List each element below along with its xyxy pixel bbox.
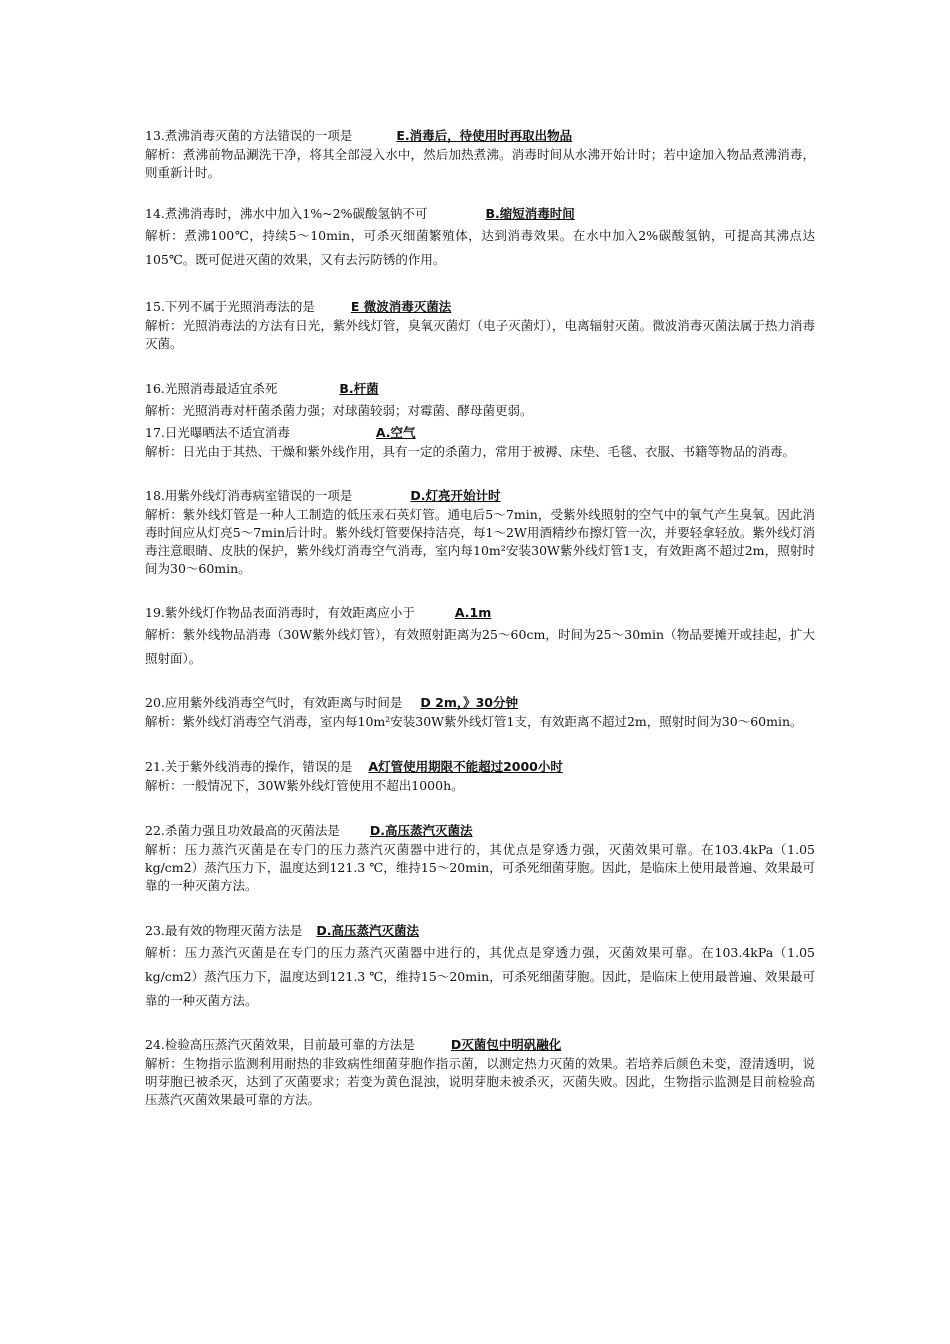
answer: A.1m	[454, 605, 492, 620]
question-24	[145, 1035, 815, 1109]
answer: D 2m，》30分钟	[420, 695, 518, 710]
explanation: 解析：紫外线物品消毒（30W紫外线灯管），有效照射距离为25～60cm，时间为25～30min（物品要摊开或挂起，扩大照射面）。	[145, 627, 815, 666]
explanation: 解析：压力蒸汽灭菌是在专门的压力蒸汽灭菌器中进行的，其优点是穿透力强，灭菌效果可靠。在103.4kPa（1.05 kg/cm2）蒸汽压力下，温度达到121.3 ℃，维持15～20min，可杀死细菌芽胞。因此，是临床上使用最普遍、效果最可靠的一种灭菌方法。	[145, 842, 815, 893]
question-18	[145, 486, 815, 578]
answer: D灭菌包中明矾融化	[450, 1037, 562, 1052]
answer: B.缩短消毒时间	[485, 206, 575, 221]
explanation: 解析：压力蒸汽灭菌是在专门的压力蒸汽灭菌器中进行的，其优点是穿透力强，灭菌效果可靠。在103.4kPa（1.05 kg/cm2）蒸汽压力下，温度达到121.3 ℃，维持15～20min，可杀死细菌芽胞。因此，是临床上使用最普遍、效果最可靠的一种灭菌方法。	[145, 945, 815, 1008]
question-text: 24.检验高压蒸汽灭菌效果，目前最可靠的方法是 D灭菌包中明矾融化	[145, 1037, 562, 1052]
question-text: 23.最有效的物理灭菌方法是 D.高压蒸汽灭菌法	[145, 923, 420, 938]
explanation: 解析：光照消毒对杆菌杀菌力强；对球菌较弱；对霉菌、酵母菌更弱。	[145, 403, 533, 418]
question-21	[145, 757, 815, 795]
question-16	[145, 379, 815, 423]
explanation: 解析：煮沸前物品涮洗干净，将其全部浸入水中，然后加热煮沸。消毒时间从水沸开始计时；若中途加入物品煮沸消毒，则重新计时。	[145, 147, 815, 180]
explanation: 解析：煮沸100℃，持续5～10min，可杀灭细菌繁殖体，达到消毒效果。在水中加入2%碳酸氢钠，可提高其沸点达105℃。既可促进灭菌的效果，又有去污防锈的作用。	[145, 228, 815, 267]
explanation: 解析：光照消毒法的方法有日光，紫外线灯管，臭氧灭菌灯（电子灭菌灯），电离辐射灭菌。微波消毒灭菌法属于热力消毒灭菌。	[145, 318, 815, 351]
question-text: 20.应用紫外线消毒空气时，有效距离与时间是 D 2m，》30分钟	[145, 695, 518, 710]
question-text: 15.下列不属于光照消毒法的是 E 微波消毒灭菌法	[145, 299, 452, 314]
explanation: 解析：生物指示监测利用耐热的非致病性细菌芽胞作指示菌，以测定热力灭菌的效果。若培养后颜色未变，澄清透明，说明芽胞已被杀灭，达到了灭菌要求；若变为黄色混浊，说明芽胞未被杀灭，灭菌失败。因此，生物指示监测是目前检验高压蒸汽灭菌效果最可靠的方法。	[145, 1056, 815, 1107]
answer: D.高压蒸汽灭菌法	[316, 923, 420, 938]
question-text: 22.杀菌力强且功效最高的灭菌法是 D.高压蒸汽灭菌法	[145, 823, 473, 838]
explanation: 解析：紫外线灯管是一种人工制造的低压汞石英灯管。通电后5～7min，受紫外线照射的空气中的氧气产生臭氧。因此消毒时间应从灯亮5～7min后计时。紫外线灯管要保持洁亮，每1～2W用酒精纱布擦灯管一次，并要轻拿轻放。紫外线灯消毒注意眼睛、皮肤的保护，紫外线灯消毒空气消毒，室内每10m²安装30W紫外线灯管1支，有效距离不超过2m，照射时间为30～60min。	[145, 507, 815, 576]
answer: A.空气	[375, 425, 416, 440]
answer: D.灯亮开始计时	[410, 488, 501, 503]
explanation: 解析：日光由于其热、干燥和紫外线作用，具有一定的杀菌力，常用于被褥、床垫、毛毯、衣服、书籍等物品的消毒。	[145, 444, 796, 459]
question-text: 19.紫外线灯作物品表面消毒时，有效距离应小于 A.1m	[145, 605, 492, 620]
question-20	[145, 693, 815, 731]
question-text: 21.关于紫外线消毒的操作，错误的是 A灯管使用期限不能超过2000小时	[145, 759, 563, 774]
answer: A灯管使用期限不能超过2000小时	[368, 759, 563, 774]
answer: E.消毒后，待使用时再取出物品	[396, 128, 573, 143]
document-page	[145, 126, 815, 1109]
question-14	[145, 204, 815, 272]
question-13	[145, 126, 815, 182]
question-text: 13.煮沸消毒灭菌的方法错误的一项是 E.消毒后，待使用时再取出物品	[145, 128, 573, 143]
question-text: 18.用紫外线灯消毒病室错误的一项是 D.灯亮开始计时	[145, 488, 501, 503]
question-text: 16.光照消毒最适宜杀死 B.杆菌	[145, 381, 379, 396]
question-19	[145, 603, 815, 671]
explanation: 解析：紫外线灯消毒空气消毒，室内每10m²安装30W紫外线灯管1支，有效距离不超过2m，照射时间为30～60min。	[145, 714, 803, 729]
question-22	[145, 821, 815, 895]
question-15	[145, 297, 815, 353]
answer: E 微波消毒灭菌法	[350, 299, 452, 314]
question-17	[145, 423, 815, 461]
question-text: 14.煮沸消毒时，沸水中加入1%~2%碳酸氢钠不可 B.缩短消毒时间	[145, 206, 575, 221]
answer: D.高压蒸汽灭菌法	[369, 823, 473, 838]
question-23	[145, 921, 815, 1013]
answer: B.杆菌	[339, 381, 379, 396]
explanation: 解析：一般情况下，30W紫外线灯管使用不超出1000h。	[145, 778, 464, 793]
question-text: 17.日光曝晒法不适宜消毒 A.空气	[145, 425, 416, 440]
